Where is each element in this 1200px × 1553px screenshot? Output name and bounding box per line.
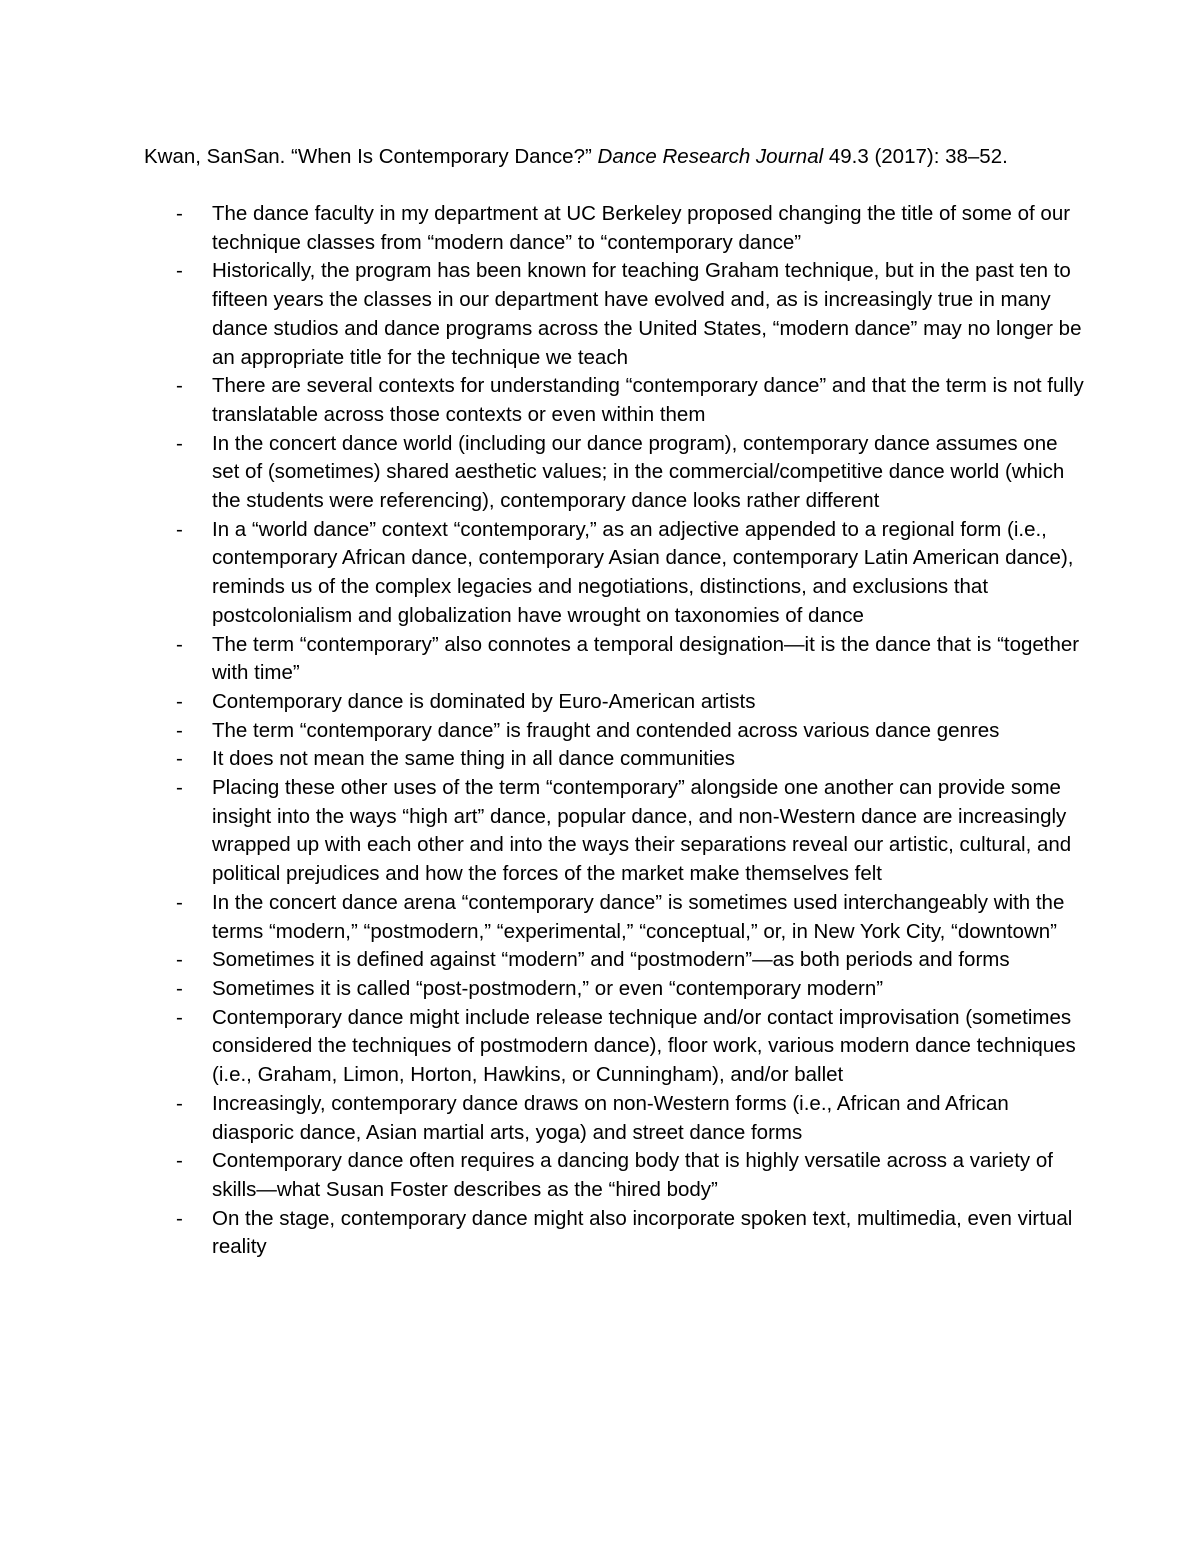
dash-bullet-icon: -	[176, 747, 183, 771]
dash-bullet-icon: -	[176, 202, 183, 225]
list-item	[144, 372, 1084, 429]
note-text: The term “contemporary dance” is fraught and contended across various dance genres	[212, 718, 1000, 742]
list-item	[144, 975, 1084, 1004]
dash-bullet-icon: -	[176, 976, 183, 1000]
note-text: In the concert dance world (including our dance program), contemporary dance assumes one set of (sometimes) shared aesthetic values; in the commercial/competitive dance world (which the students were referencing), contemporary dance looks rather different	[212, 431, 1065, 513]
note-text: Historically, the program has been known for teaching Graham technique, but in the past ten to fifteen years the classes in our department have evolved and, as is increasingly true in many dance studios and dance programs across the United States, “modern dance” may no longer be an appropriate title for the technique we teach	[212, 259, 1082, 369]
note-text: Placing these other uses of the term “contemporary” alongside one another can provide some insight into the ways “high art” dance, popular dance, and non-Western dance are increasingly wrapped up with each other and into the ways their separations reveal our artistic, cultural, and political prejudices and how the forces of the market make themselves felt	[212, 776, 1072, 886]
note-text: Increasingly, contemporary dance draws on non-Western forms (i.e., African and African diasporic dance, Asian martial arts, yoga) and street dance forms	[212, 1091, 1009, 1144]
citation-journal: Dance Research Journal	[597, 145, 824, 168]
note-text: Sometimes it is called “post-postmodern,” or even “contemporary modern”	[212, 976, 884, 1000]
dash-bullet-icon: -	[176, 776, 183, 800]
dash-bullet-icon: -	[176, 374, 183, 398]
list-item	[144, 631, 1084, 688]
dash-bullet-icon: -	[176, 632, 183, 656]
list-item	[144, 430, 1084, 516]
note-text: It does not mean the same thing in all dance communities	[212, 747, 736, 771]
dash-bullet-icon: -	[176, 517, 183, 541]
note-text: The dance faculty in my department at UC Berkeley proposed changing the title of some of our technique classes from “modern dance” to “contemporary dance”	[212, 202, 1071, 254]
citation	[144, 142, 1104, 171]
list-item	[144, 946, 1084, 975]
dash-bullet-icon: -	[176, 1206, 183, 1230]
list-item	[144, 717, 1084, 746]
dash-bullet-icon: -	[176, 689, 183, 713]
note-text: On the stage, contemporary dance might also incorporate spoken text, multimedia, even virtual reality	[212, 1206, 1073, 1259]
note-text: Contemporary dance might include release technique and/or contact improvisation (sometimes considered the techniques of postmodern dance), floor work, various modern dance techniques (i.e., Graham, Limon, Horton, Hawkins, or Cunningham), and/or ballet	[212, 1005, 1076, 1087]
list-item	[144, 889, 1084, 946]
list-item	[144, 745, 1084, 774]
note-text: In a “world dance” context “contemporary,” as an adjective appended to a regional form (i.e., contemporary African dance, contemporary Asian dance, contemporary Latin American dance), reminds us of the complex legacies and negotiations, distinctions, and exclusions that postcolonialism and globalization have wrought on taxonomies of dance	[212, 517, 1074, 627]
dash-bullet-icon: -	[176, 1005, 183, 1029]
note-text: The term “contemporary” also connotes a temporal designation—it is the dance that is “together with time”	[212, 632, 1080, 685]
list-item	[144, 1004, 1084, 1090]
list-item	[144, 1090, 1084, 1147]
note-text: In the concert dance arena “contemporary dance” is sometimes used interchangeably with the terms “modern,” “postmodern,” “experimental,” “conceptual,” or, in New York City, “downtown”	[212, 890, 1065, 943]
dash-bullet-icon: -	[176, 718, 183, 742]
list-item	[144, 1205, 1084, 1262]
dash-bullet-icon: -	[176, 431, 183, 455]
citation-volume-info: 49.3 (2017): 38–52.	[828, 145, 1008, 168]
note-text: Contemporary dance often requires a dancing body that is highly versatile across a variety of skills—what Susan Foster describes as the “hired body”	[212, 1149, 1053, 1201]
dash-bullet-icon: -	[176, 259, 183, 283]
citation-article-title: “When Is Contemporary Dance?”	[291, 145, 592, 168]
list-item	[144, 200, 1084, 257]
dash-bullet-icon: -	[176, 890, 183, 914]
note-text: There are several contexts for understanding “contemporary dance” and that the term is not fully translatable across those contexts or even within them	[212, 374, 1084, 426]
list-item	[144, 257, 1084, 372]
list-item	[144, 516, 1084, 631]
dash-bullet-icon: -	[176, 948, 183, 972]
list-item	[144, 1147, 1084, 1204]
dash-bullet-icon: -	[176, 1091, 183, 1115]
citation-author: Kwan, SanSan.	[144, 145, 286, 168]
note-text: Sometimes it is defined against “modern” and “postmodern”—as both periods and forms	[212, 948, 1010, 972]
dash-bullet-icon: -	[176, 1149, 183, 1173]
list-item	[144, 774, 1084, 889]
notes-list	[144, 200, 1084, 1262]
list-item	[144, 688, 1084, 717]
note-text: Contemporary dance is dominated by Euro-American artists	[212, 689, 756, 713]
